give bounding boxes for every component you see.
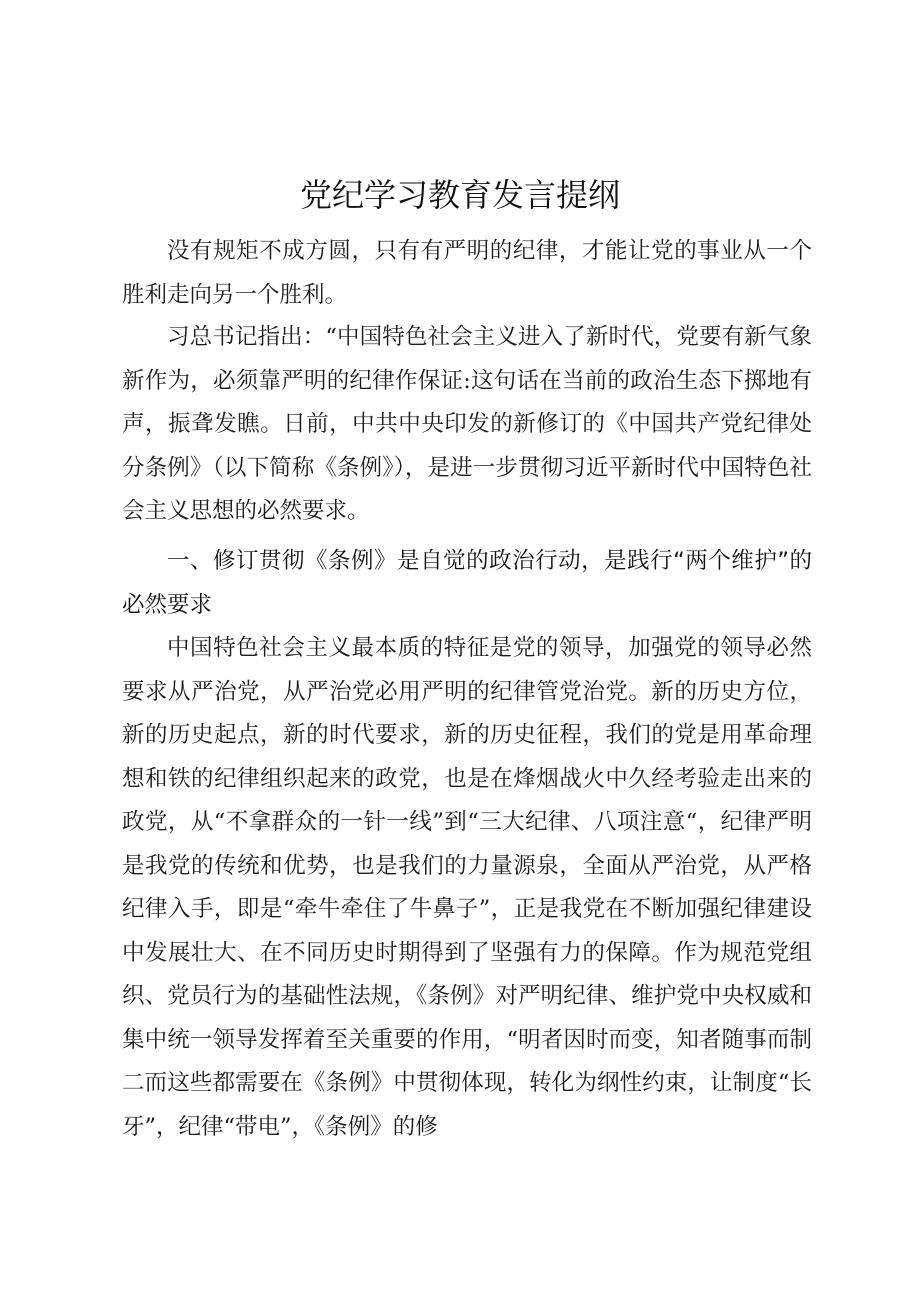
section-paragraph: 中国特色社会主义最本质的特征是党的领导，加强党的领导必然要求从严治党，从严治党必用严明的纪律管党治党。新的历史方位，新的历史起点，新的时代要求，新的历史征程，我们的党是用革命理想和铁的纪律组织起来的政党，也是在烽烟战火中久经考验走出来的政党，从“不拿群众的一针一线”到“三大纪律、八项注意“，纪律严明是我党的传统和优势，也是我们的力量源泉，全面从严治党，从严格纪律入手，即是“牵牛牵住了牛鼻子”，正是我党在不断加强纪律建设中发展壮大、在不同历史时期得到了坚强有力的保障。作为规范党组织、党员行为的基础性法规，《条例》对严明纪律、维护党中央权威和集中统一领导发挥着至关重要的作用，“明者因时而变，知者随事而制二而这些都需要在《条例》中贯彻体现，转化为纲性约束，让制度“长牙”，纪律“带电”，《条例》的修 (122, 635, 812, 1140)
intro-paragraph: 没有规矩不成方圆，只有有严明的纪律，才能让党的事业从一个胜利走向另一个胜利。 (122, 238, 812, 308)
quote-paragraph: 习总书记指出：“中国特色社会主义进入了新时代，党要有新气象新作为，必须靠严明的纪律作保证:这句话在当前的政治生态下掷地有声，振聋发瞧。日前，中共中央印发的新修订的《中国共产党纪律处分条例》（以下简称《条例》），是进一步贯彻习近平新时代中国特色社会主义思想的必然要求。 (122, 324, 812, 524)
section-heading: 一、修订贯彻《条例》是自觉的政治行动，是践行“两个维护”的必然要求 (122, 548, 812, 618)
document-title: 党纪学习教育发言提纲 (299, 176, 620, 214)
